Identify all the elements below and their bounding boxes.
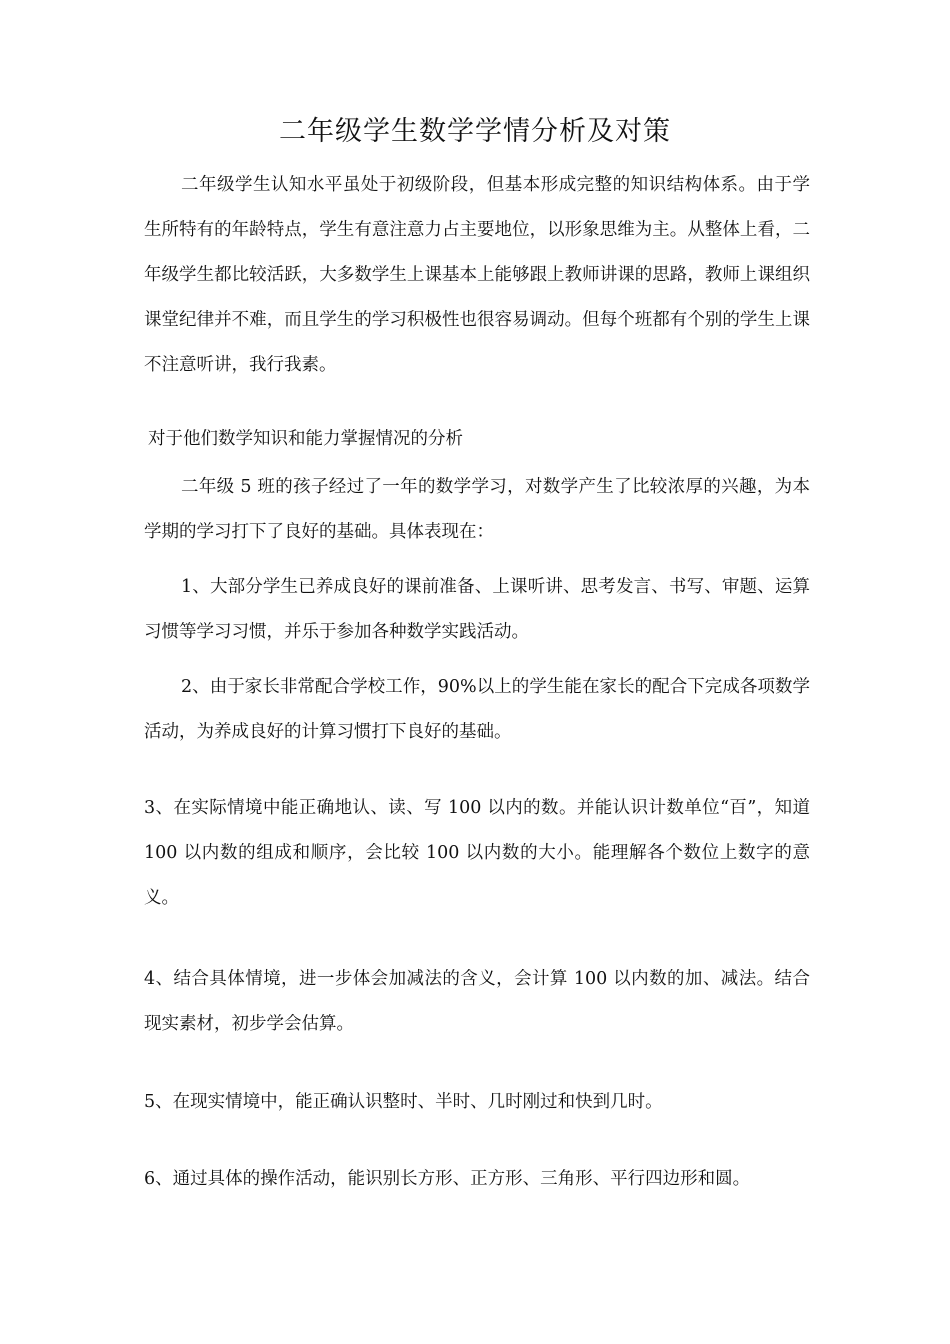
document-title: 二年级学生数学学情分析及对策 bbox=[279, 116, 671, 147]
class-overview-paragraph: 二年级 5 班的孩子经过了一年的数学学习，对数学产生了比较浓厚的兴趣，为本学期的学习打下了良好的基础。具体表现在： bbox=[144, 477, 810, 542]
intro-paragraph: 二年级学生认知水平虽处于初级阶段，但基本形成完整的知识结构体系。由于学生所特有的年龄特点，学生有意注意力占主要地位，以形象思维为主。从整体上看，二年级学生都比较活跃，大多数学生上课基本上能够跟上教师讲课的思路，教师上课组织课堂纪律并不难，而且学生的学习积极性也很容易调动。但每个班都有个别的学生上课不注意听讲，我行我素。 bbox=[144, 175, 810, 375]
point-2-paragraph: 2、由于家长非常配合学校工作，90%以上的学生能在家长的配合下完成各项数学活动，为养成良好的计算习惯打下良好的基础。 bbox=[144, 677, 810, 742]
analysis-subheading: 对于他们数学知识和能力掌握情况的分析 bbox=[148, 429, 463, 449]
point-4-paragraph: 4、结合具体情境，进一步体会加减法的含义，会计算 100 以内数的加、减法。结合现实素材，初步学会估算。 bbox=[144, 969, 810, 1034]
point-5-paragraph: 5、在现实情境中，能正确认识整时、半时、几时刚过和快到几时。 bbox=[144, 1092, 663, 1112]
point-6-paragraph: 6、通过具体的操作活动，能识别长方形、正方形、三角形、平行四边形和圆。 bbox=[144, 1169, 751, 1189]
point-1-paragraph: 1、大部分学生已养成良好的课前准备、上课听讲、思考发言、书写、审题、运算习惯等学习习惯，并乐于参加各种数学实践活动。 bbox=[144, 577, 810, 642]
point-3-paragraph: 3、在实际情境中能正确地认、读、写 100 以内的数。并能认识计数单位“百”，知道 100 以内数的组成和顺序，会比较 100 以内数的大小。能理解各个数位上数字的意义。 bbox=[144, 798, 810, 908]
